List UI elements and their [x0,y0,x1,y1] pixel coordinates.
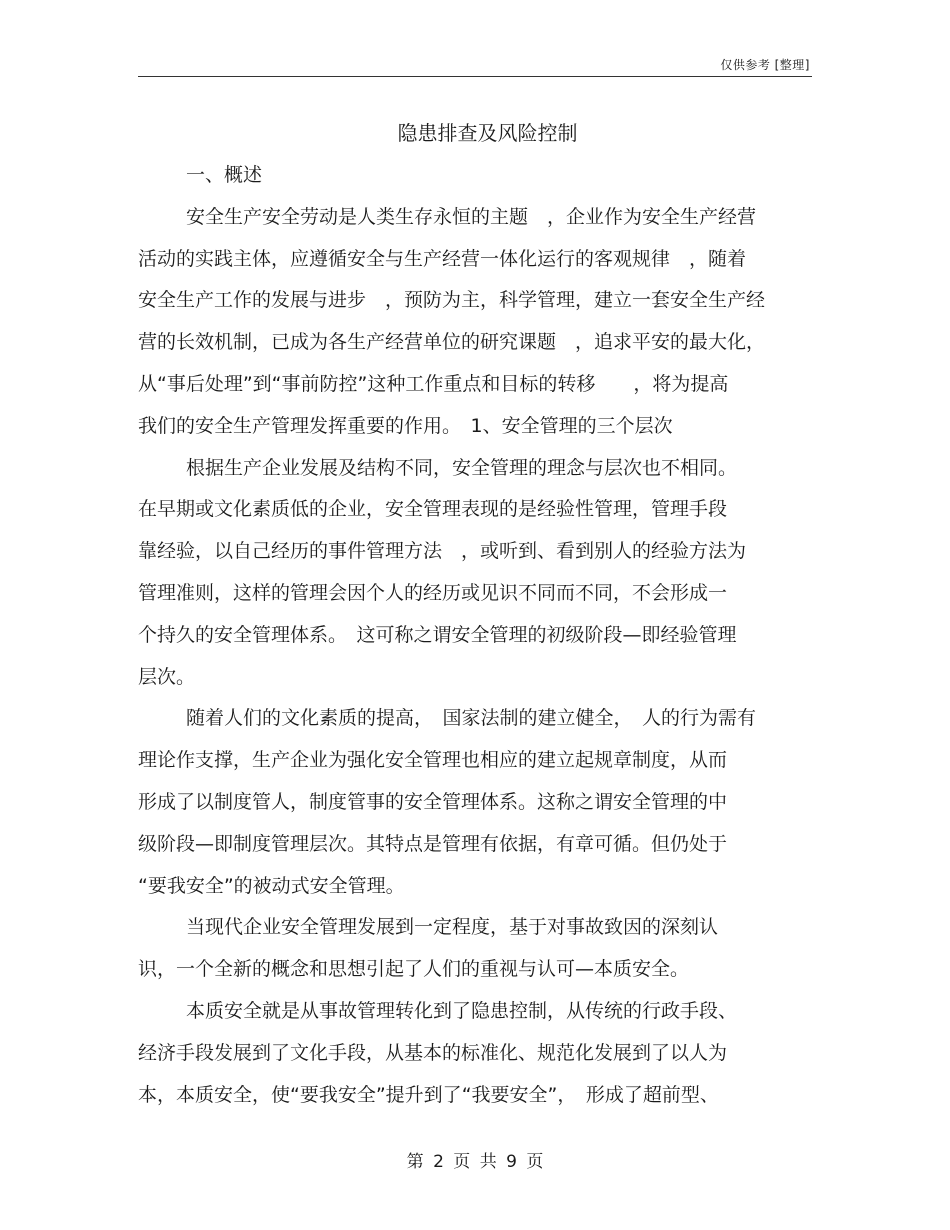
text-line: 根据生产企业发展及结构不同，安全管理的理念与层次也不相同。 [186,456,738,479]
text-line: 随着人们的文化素质的提高， 国家法制的建立健全， 人的行为需有 [186,707,757,730]
text-line: 本质安全就是从事故管理转化到了隐患控制，从传统的行政手段、 [186,999,738,1022]
document-body [138,155,818,1116]
text-line: 我们的安全生产管理发挥重要的作用。 1、安全管理的三个层次 [138,414,673,437]
text-line: 理论作支撑，生产企业为强化安全管理也相应的建立起规章制度，从而 [138,749,728,772]
text-line: 靠经验，以自己经历的事件管理方法 ，或听到、看到别人的经验方法为 [138,540,747,563]
text-line: 一、概述 [186,164,263,186]
text-line: 活动的实践主体，应遵循安全与生产经营一体化运行的客观规律 ，随着 [138,247,747,270]
text-line: 当现代企业安全管理发展到一定程度，基于对事故致因的深刻认 [186,916,719,939]
text-line: 经济手段发展到了文化手段，从基本的标准化、规范化发展到了以人为 [138,1041,728,1064]
text-line: 在早期或文化素质低的企业，安全管理表现的是经验性管理，管理手段 [138,498,728,521]
text-line: 级阶段—即制度管理层次。其特点是管理有依据，有章可循。但仍处于 [138,832,728,855]
text-line: 营的长效机制，已成为各生产经营单位的研究课题 ，追求平安的最大化， [138,331,766,354]
text-line: 层次。 [138,665,196,688]
header-divider [138,76,812,77]
text-line: 安全生产安全劳动是人类生存永恒的主题 ，企业作为安全生产经营 [186,205,757,228]
text-line: 个持久的安全管理体系。 这可称之谓安全管理的初级阶段—即经验管理 [138,623,737,646]
document-title: 隐患排查及风险控制 [397,121,578,145]
page-number: 第 2 页 共 9 页 [406,1152,544,1172]
text-line: “要我安全”的被动式安全管理。 [138,874,405,897]
text-line: 安全生产工作的发展与进步 ，预防为主，科学管理，建立一套安全生产经 [138,289,766,312]
text-line: 从“事后处理”到“事前防控”这种工作重点和目标的转移 ，将为提高 [138,372,729,395]
text-line: 管理准则，这样的管理会因个人的经历或见识不同而不同，不会形成一 [138,581,728,604]
header-note: 仅供参考 [整理] [720,58,810,72]
text-line: 本，本质安全，使“要我安全”提升到了“我要安全”， 形成了超前型、 [138,1083,719,1106]
text-line: 识，一个全新的概念和思想引起了人们的重视与认可—本质安全。 [138,958,690,981]
text-line: 形成了以制度管人，制度管事的安全管理体系。这称之谓安全管理的中 [138,790,728,813]
